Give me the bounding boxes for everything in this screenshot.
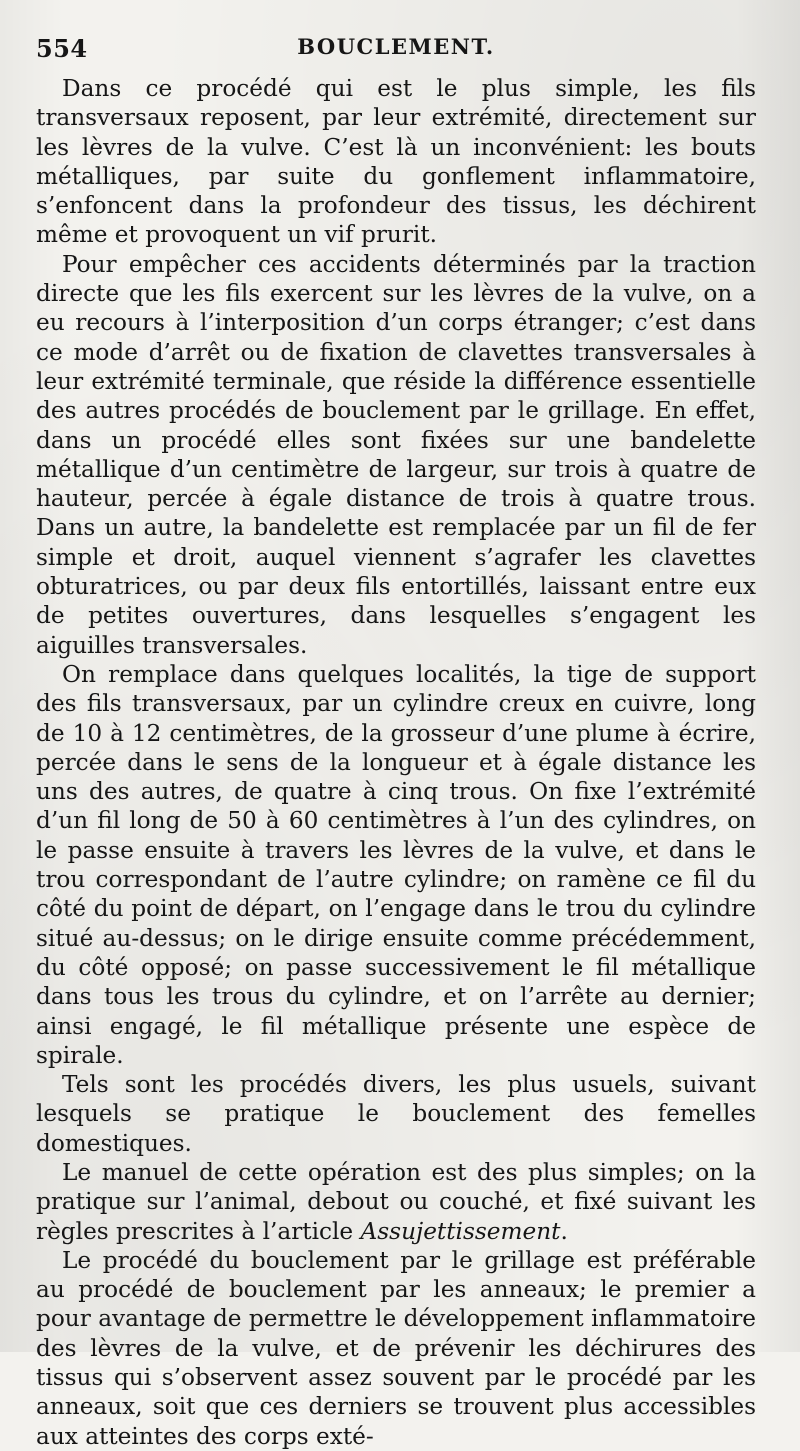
paragraph: Dans ce procédé qui est le plus simple, les fils transversaux reposent, par leur extrémité, directement sur les lèvres de la vulve. C’est là un inconvénient: les bouts métalliques, par suite du gonflement inflammatoire, s’enfoncent dans la profondeur des tissus, les déchirent même et provoquent un vif prurit. bbox=[36, 75, 756, 249]
paragraph: Tels sont les procédés divers, les plus usuels, suivant lesquels se pratique le bouclement des femelles domestiques. bbox=[36, 1071, 756, 1157]
paragraph-text: Le manuel de cette opération est des plus simples; on la pratique sur l’animal, debout ou couché, et fixé suivant les règles prescrites à l’article bbox=[36, 1158, 756, 1245]
running-title: BOUCLEMENT. bbox=[297, 34, 495, 59]
page-number: 554 bbox=[36, 34, 88, 63]
paragraph: Pour empêcher ces accidents déterminés par la traction directe que les fils exercent sur les lèvres de la vulve, on a eu recours à l’interposition d’un corps étranger; c’est dans ce mode d’arrêt ou de fixation de clavettes transversales à leur extrémité terminale, que réside la différence essentielle des autres procédés de bouclement par le grillage. En effet, dans un procédé elles sont fixées sur une bandelette métallique d’un centimètre de largeur, sur trois à quatre de hauteur, percée à égale distance de trois à quatre trous. Dans un autre, la bandelette est remplacée par un fil de fer simple et droit, auquel viennent s’agrafer les clavettes obturatrices, ou par deux fils entortillés, laissant entre eux de petites ouvertures, dans lesquelles s’engagent les aiguilles transversales. bbox=[36, 250, 756, 659]
paragraph-text: . bbox=[560, 1217, 568, 1245]
body-text bbox=[36, 74, 756, 1451]
paragraph bbox=[36, 1158, 756, 1246]
page-header bbox=[36, 28, 756, 72]
paragraph: On remplace dans quelques localités, la tige de support des fils transversaux, par un cylindre creux en cuivre, long de 10 à 12 centimètres, de la grosseur d’une plume à écrire, percée dans le sens de la longueur et à égale distance les uns des autres, de quatre à cinq trous. On fixe l’extrémité d’un fil long de 50 à 60 centimètres à l’un des cylindres, on le passe ensuite à travers les lèvres de la vulve, et dans le trou correspondant de l’autre cylindre; on ramène ce fil du côté du point de départ, on l’engage dans le trou du cylindre situé au-dessus; on le dirige ensuite comme précédemment, du côté opposé; on passe successivement le fil métallique dans tous les trous du cylindre, et on l’arrête au dernier; ainsi engagé, le fil métallique présente une espèce de spirale. bbox=[36, 660, 756, 1069]
paragraph: Le procédé du bouclement par le grillage est préférable au procédé de bouclement par les anneaux; le premier a pour avantage de permettre le développement inflammatoire des lèvres de la vulve, et de prévenir les déchirures des tissus qui s’observent assez souvent par le procédé par les anneaux, soit que ces derniers se trouvent plus accessibles aux atteintes des corps exté- bbox=[36, 1246, 757, 1450]
article-reference: Assujettissement bbox=[360, 1217, 561, 1245]
